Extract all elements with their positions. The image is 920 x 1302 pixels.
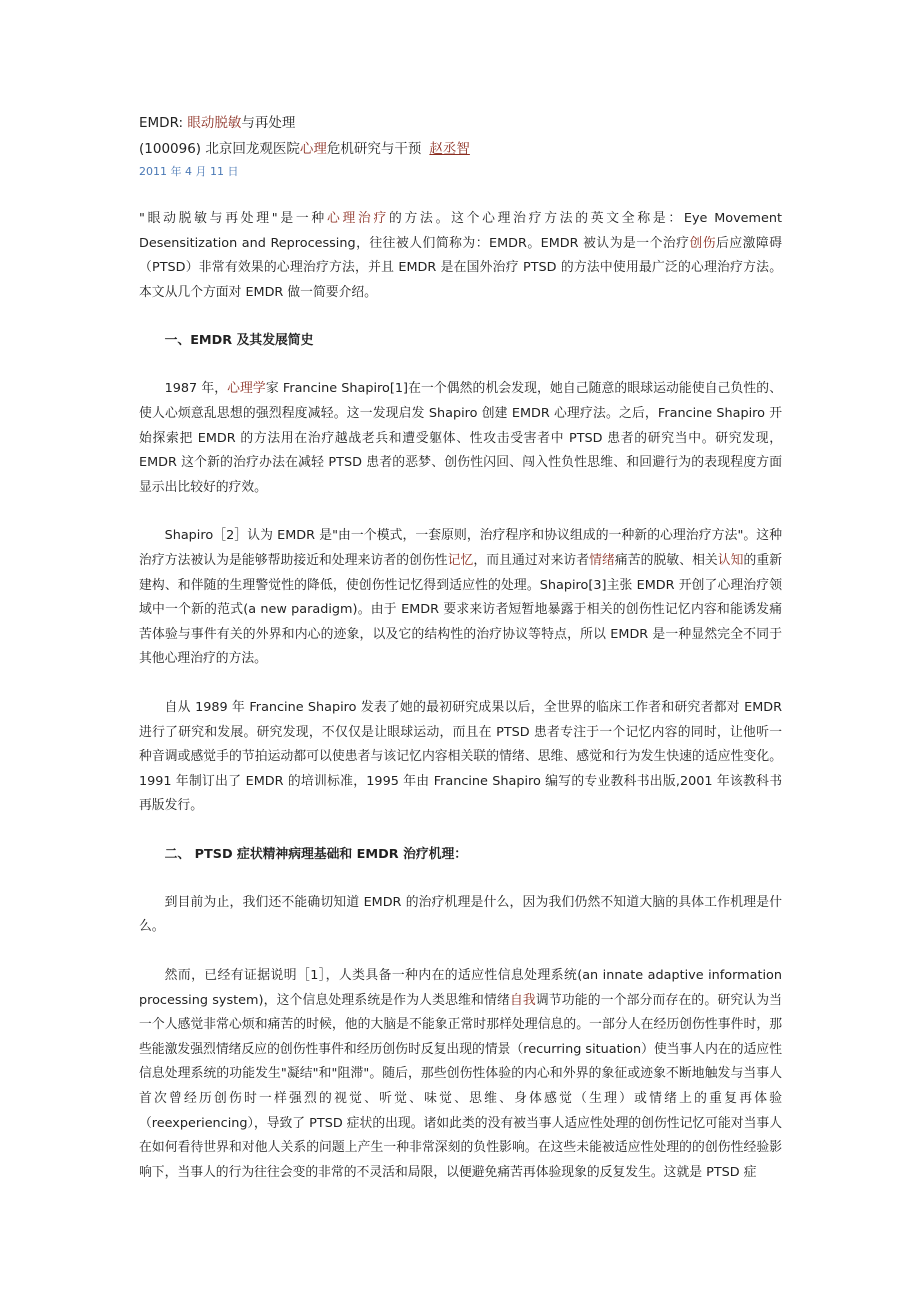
intro-paragraph	[139, 207, 787, 305]
spacer	[139, 305, 782, 329]
s1p2-text-c: 痛苦的脱敏、相关	[614, 552, 718, 568]
section1-heading: 一、EMDR 及其发展简史	[164, 333, 314, 349]
s1p2-text-b: ，而且通过对来访者	[473, 552, 590, 568]
source-accent-link[interactable]: 心理	[299, 141, 327, 157]
s1p1-link-psychologist[interactable]: 心理学	[227, 381, 266, 397]
intro-text-3: 后应激障碍（PTSD）非常有效果的心理治疗方法，并且 EMDR 是在国外治疗 PTSD 的方法中使用最广泛的心理治疗方法。本文从几个方面对 EMDR 做一简要介绍。	[139, 235, 783, 300]
source-prefix: (100096) 北京回龙观医院	[139, 141, 300, 157]
s2p2-text-a: 然而，已经有证据说明［1］，人类具备一种内在的适应性信息处理系统(an innate adaptive information processing system)，这个信息处理系统是作为人类思维和情绪	[139, 968, 787, 1008]
article	[139, 112, 787, 1185]
author-link[interactable]: 赵丞智	[429, 141, 470, 157]
spacer	[139, 500, 782, 524]
spacer	[139, 819, 782, 843]
title-accent[interactable]: 眼动脱敏	[187, 115, 242, 131]
s1p2-text-d: 的重新建构、和伴随的生理警觉性的降低，使创伤性记忆得到适应性的处理。Shapiro[3]主张 EMDR 开创了心理治疗领域中一个新的范式(a new paradigm)。由于 EMDR 要求来访者短暂地暴露于相关的创伤性记忆内容和能诱发痛苦体验与事件有关的外界和内心的迹象，以及它的结构性的治疗协议等特点，所以 EMDR 是一种显然完全不同于其他心理治疗的方法。	[139, 552, 783, 667]
intro-text-2: 的方法。这个心理治疗方法的英文全称是：Eye Movement Desensitization and Reprocessing，往往被人们简称为：EMDR。EMDR 被认为是一个治疗	[139, 211, 787, 251]
title-prefix: EMDR:	[139, 115, 188, 131]
intro-link-psychotherapy[interactable]: 心理治疗	[326, 211, 390, 226]
article-source	[139, 138, 782, 160]
intro-text-1: "眼动脱敏与再处理"是一种	[139, 211, 327, 226]
section1-paragraph-3: 自从 1989 年 Francine Shapiro 发表了她的最初研究成果以后，全世界的临床工作者和研究者都对 EMDR 进行了研究和发展。研究发现，不仅仅是让眼球运动，而且在 PTSD 患者专注于一个记忆内容的同时，让他听一种音调或感觉手的节拍运动都可以使患者与该记忆内容相关联的情绪、思维、感觉和行为发生快速的适应性变化。1991 年制订出了 EMDR 的培训标准，1995 年由 Francine Shapiro 编写的专业教科书出版,2001 年该教科书再版发行。	[139, 699, 787, 814]
spacer	[139, 181, 782, 207]
spacer	[139, 867, 782, 891]
s1p2-text-a: Shapiro［2］认为 EMDR 是"由一个模式，一套原则，治疗程序和协议组成的一种新的心理治疗方法"。这种治疗方法被认为是能够帮助接近和处理来访者的创伤性	[139, 528, 782, 568]
spacer	[139, 672, 782, 696]
s1p2-link-cognition[interactable]: 认知	[717, 552, 744, 568]
s1p2-link-emotion[interactable]: 情绪	[589, 552, 615, 568]
article-date: 2011 年 4 月 11 日	[139, 165, 239, 178]
spacer	[139, 353, 782, 377]
s1p1-text-a: 1987 年，	[164, 381, 228, 397]
section2-paragraph-1: 到目前为止，我们还不能确切知道 EMDR 的治疗机理是什么，因为我们仍然不知道大脑的具体工作机理是什么。	[139, 894, 782, 935]
section2-paragraph-2	[139, 964, 787, 1185]
s1p2-link-memory[interactable]: 记忆	[447, 552, 474, 568]
section1-paragraph-1	[139, 377, 782, 500]
article-title	[139, 112, 782, 134]
s2p2-link-self[interactable]: 自我	[509, 992, 536, 1008]
spacer	[139, 940, 782, 964]
s1p1-text-b: 家 Francine Shapiro[1]在一个偶然的机会发现，她自己随意的眼球运动能使自己负性的、使人心烦意乱思想的强烈程度减轻。这一发现启发 Shapiro 创建 EMDR 心理疗法。之后，Francine Shapiro 开始探索把 EMDR 的方法用在治疗越战老兵和遭受躯体、性攻击受害者中 PTSD 患者的研究当中。研究发现，EMDR 这个新的治疗办法在减轻 PTSD 患者的恶梦、创伤性闪回、闯入性负性思维、和回避行为的表现程度方面显示出比较好的疗效。	[139, 381, 783, 495]
source-suffix: 危机研究与干预	[326, 141, 422, 157]
section1-paragraph-2	[139, 524, 782, 672]
s2p2-text-b: 调节功能的一个部分而存在的。研究认为当一个人感觉非常心烦和痛苦的时候，他的大脑是不能象正常时那样处理信息的。一部分人在经历创伤性事件时，那些能激发强烈情绪反应的创伤性事件和经历创伤时反复出现的情景（recurring situation）使当事人内在的适应性信息处理系统的功能发生"凝结"和"阻滞"。随后，那些创伤性体验的内心和外界的象征或迹象不断地触发与当事人首次曾经历创伤时一样强烈的视觉、听觉、味觉、思维、身体感觉（生理）或情绪上的重复再体验（reexperiencing），导致了 PTSD 症状的出现。诸如此类的没有被当事人适应性处理的创伤性记忆可能对当事人在如何看待世界和对他人关系的问题上产生一种非常深刻的负性影响。在这些未能被适应性处理的的创伤性经验影响下，当事人的行为往往会变的非常的不灵活和局限，以便避免痛苦再体验现象的反复发生。这就是 PTSD 症	[139, 992, 783, 1180]
intro-link-trauma[interactable]: 创伤	[689, 235, 717, 251]
section2-heading: 二、 PTSD 症状精神病理基础和 EMDR 治疗机理：	[164, 846, 468, 862]
title-suffix: 与再处理	[241, 115, 296, 131]
